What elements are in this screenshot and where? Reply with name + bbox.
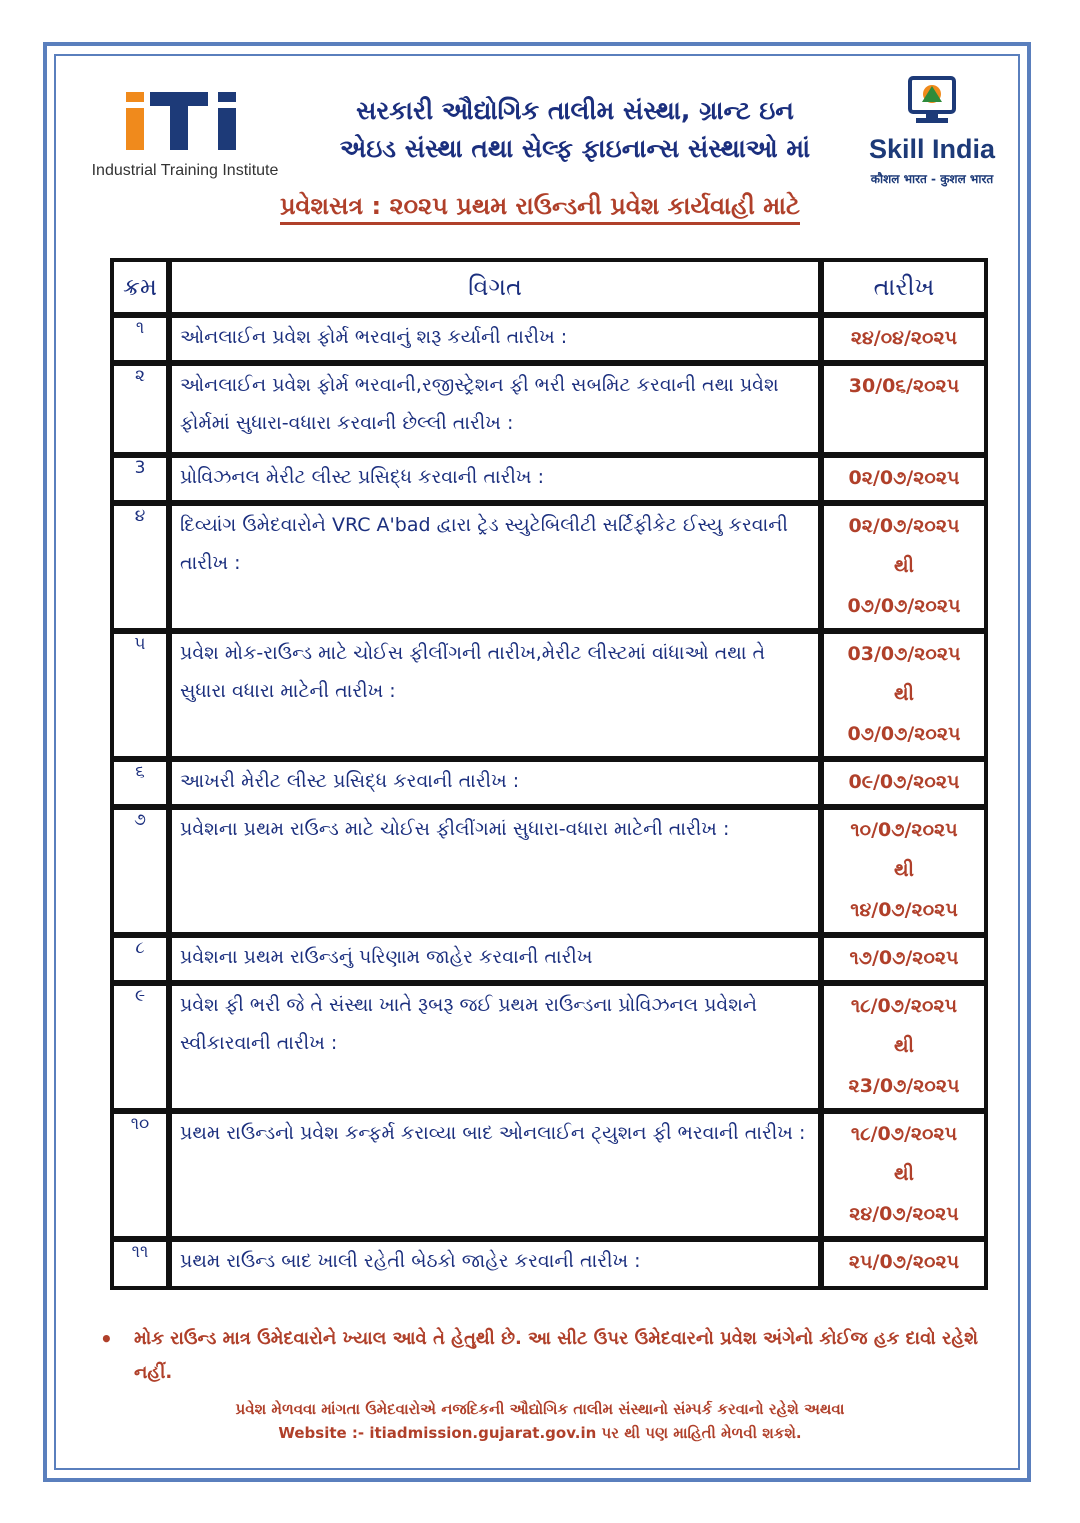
table-row	[114, 634, 984, 762]
schedule-table	[114, 262, 984, 1286]
row-sr-number: ૫	[114, 634, 172, 762]
schedule-table-wrapper	[110, 258, 988, 1290]
note-text: મોક રાઉન્ડ માત્ર ઉમેદવારોને ખ્યાલ આવે તે હેતુથી છે. આ સીટ ઉપર ઉમેદવારનો પ્રવેશ અંગેનો કોઈજ હક દાવો રહેશે નહીં.	[134, 1328, 979, 1383]
row-date	[824, 366, 984, 458]
row-date	[824, 634, 984, 762]
row-date	[824, 938, 984, 986]
header-title-line1: સરકારી ઔદ્યોગિક તાલીમ સંસ્થા, ગ્રાન્ટ ઇન	[356, 96, 794, 125]
skill-india-tagline: कौशल भारत - कुशल भारत	[870, 172, 994, 186]
row-detail: આખરી મેરીટ લીસ્ટ પ્રસિદ્ધ કરવાની તારીખ :	[172, 762, 824, 810]
row-detail: ઓનલાઈન પ્રવેશ ફોર્મ ભરવાની,રજીસ્ટ્રેશન ફી ભરી સબમિટ કરવાની તથા પ્રવેશ ફોર્મમાં સુધારા-વધારા કરવાની છેલ્લી તારીખ :	[172, 366, 824, 458]
iti-logo	[76, 92, 294, 184]
date-start: ૧૭/0૭/૨૦૨૫	[849, 947, 959, 969]
row-date	[824, 458, 984, 506]
date-start: 03/0૭/૨૦૨૫	[847, 643, 961, 665]
column-header-sr: ક્રમ	[114, 262, 172, 318]
row-sr-number: ૧	[114, 318, 172, 366]
date-range-separator: થી	[893, 1035, 914, 1057]
row-detail: પ્રવેશના પ્રથમ રાઉન્ડ માટે ચોઈસ ફીલીંગમાં સુધારા-વધારા માટેની તારીખ :	[172, 810, 824, 938]
iti-logo-icon	[124, 92, 244, 150]
date-range-separator: થી	[893, 555, 914, 577]
date-range-separator: થી	[893, 1163, 914, 1185]
row-sr-number: 3	[114, 458, 172, 506]
note	[100, 1322, 1020, 1390]
table-row	[114, 810, 984, 938]
date-start: 30/0૬/૨૦૨૫	[848, 375, 960, 397]
table-row	[114, 458, 984, 506]
row-detail: પ્રવેશ ફી ભરી જે તે સંસ્થા ખાતે રૂબરૂ જઈ પ્રથમ રાઉન્ડના પ્રોવિઝનલ પ્રવેશને સ્વીકારવાની તારીખ :	[172, 986, 824, 1114]
row-date	[824, 810, 984, 938]
row-sr-number: ૯	[114, 986, 172, 1114]
table-row	[114, 938, 984, 986]
subtitle	[170, 192, 910, 220]
table-row	[114, 1242, 984, 1286]
date-end: 0૭/0૭/૨૦૨૫	[847, 723, 961, 745]
date-range-separator: થી	[893, 859, 914, 881]
subtitle-text: પ્રવેશસત્ર : ૨૦૨૫ પ્રથમ રાઉન્ડની પ્રવેશ કાર્યવાહી માટે	[280, 192, 800, 225]
footer-line1: પ્રવેશ મેળવવા માંગતા ઉમેદવારોએ નજદિકની ઔદ્યોગિક તાલીમ સંસ્થાનો સંમ્પર્ક કરવાનો રહેશે અથવા	[235, 1400, 845, 1418]
date-start: ૨૫/0૭/૨૦૨૫	[848, 1251, 960, 1273]
row-detail: પ્રથમ રાઉન્ડ બાદ ખાલી રહેતી બેઠકો જાહેર કરવાની તારીખ :	[172, 1242, 824, 1286]
date-end: ૧૪/0૭/૨૦૨૫	[850, 899, 958, 921]
row-sr-number: ૬	[114, 762, 172, 810]
iti-logo-caption: Industrial Training Institute	[91, 162, 279, 179]
row-date	[824, 506, 984, 634]
row-detail: પ્રોવિઝનલ મેરીટ લીસ્ટ પ્રસિદ્ધ કરવાની તારીખ :	[172, 458, 824, 506]
row-detail: પ્રવેશના પ્રથમ રાઉન્ડનું પરિણામ જાહેર કરવાની તારીખ	[172, 938, 824, 986]
row-date	[824, 1114, 984, 1242]
row-detail: દિવ્યાંગ ઉમેદવારોને VRC A'bad દ્વારા ટ્રેડ સ્યુટેબિલીટી સર્ટિફીકેટ ઈસ્યુ કરવાની તારીખ :	[172, 506, 824, 634]
date-start: 0૨/0૭/૨૦૨૫	[848, 467, 960, 489]
table-row	[114, 318, 984, 366]
row-date	[824, 762, 984, 810]
date-start: 0૨/0૭/૨૦૨૫	[848, 515, 960, 537]
table-row	[114, 506, 984, 634]
date-end: ૨૪/0૭/૨૦૨૫	[849, 1203, 959, 1225]
row-sr-number: ૨	[114, 366, 172, 458]
header-title	[300, 92, 850, 168]
date-start: ૧૮/0૭/૨૦૨૫	[850, 995, 958, 1017]
row-date	[824, 986, 984, 1114]
date-end: ૨3/0૭/૨૦૨૫	[848, 1075, 960, 1097]
date-start: ૧૮/0૭/૨૦૨૫	[850, 1123, 958, 1145]
row-detail: ઓનલાઈન પ્રવેશ ફોર્મ ભરવાનું શરૂ કર્યાની તારીખ :	[172, 318, 824, 366]
row-sr-number: ૧૦	[114, 1114, 172, 1242]
table-row	[114, 986, 984, 1114]
skill-india-emblem-icon	[904, 74, 960, 130]
row-sr-number: ૮	[114, 938, 172, 986]
skill-india-logo	[852, 72, 1012, 192]
row-date	[824, 318, 984, 366]
bullet-icon: •	[100, 1327, 113, 1351]
row-detail: પ્રવેશ મોક-રાઉન્ડ માટે ચોઈસ ફીલીંગની તારીખ,મેરીટ લીસ્ટમાં વાંધાઓ તથા તે સુધારા વધારા માટેની તારીખ :	[172, 634, 824, 762]
date-start: ૨૪/૦૪/૨૦૨૫	[850, 327, 958, 349]
table-row	[114, 1114, 984, 1242]
column-header-date: તારીખ	[824, 262, 984, 318]
row-date	[824, 1242, 984, 1286]
date-range-separator: થી	[893, 683, 914, 705]
skill-india-text: Skill India	[868, 134, 996, 164]
date-start: ૧૦/0૭/૨૦૨૫	[850, 819, 958, 841]
table-row	[114, 366, 984, 458]
row-sr-number: ૧૧	[114, 1242, 172, 1286]
date-end: 0૭/0૭/૨૦૨૫	[847, 595, 961, 617]
row-sr-number: ૪	[114, 506, 172, 634]
column-header-detail: વિગત	[172, 262, 824, 318]
footer-line2: Website :- itiadmission.gujarat.gov.in પર થી પણ માહિતી મેળવી શકશે.	[278, 1424, 802, 1442]
table-row	[114, 762, 984, 810]
row-sr-number: ૭	[114, 810, 172, 938]
row-detail: પ્રથમ રાઉન્ડનો પ્રવેશ કન્ફર્મ કરાવ્યા બાદ ઓનલાઈન ટ્યુશન ફી ભરવાની તારીખ :	[172, 1114, 824, 1242]
date-start: 0૯/0૭/૨૦૨૫	[848, 771, 960, 793]
header-title-line2: એઇડ સંસ્થા તથા સેલ્ફ ફાઇનાન્સ સંસ્થાઓ માં	[339, 134, 811, 163]
